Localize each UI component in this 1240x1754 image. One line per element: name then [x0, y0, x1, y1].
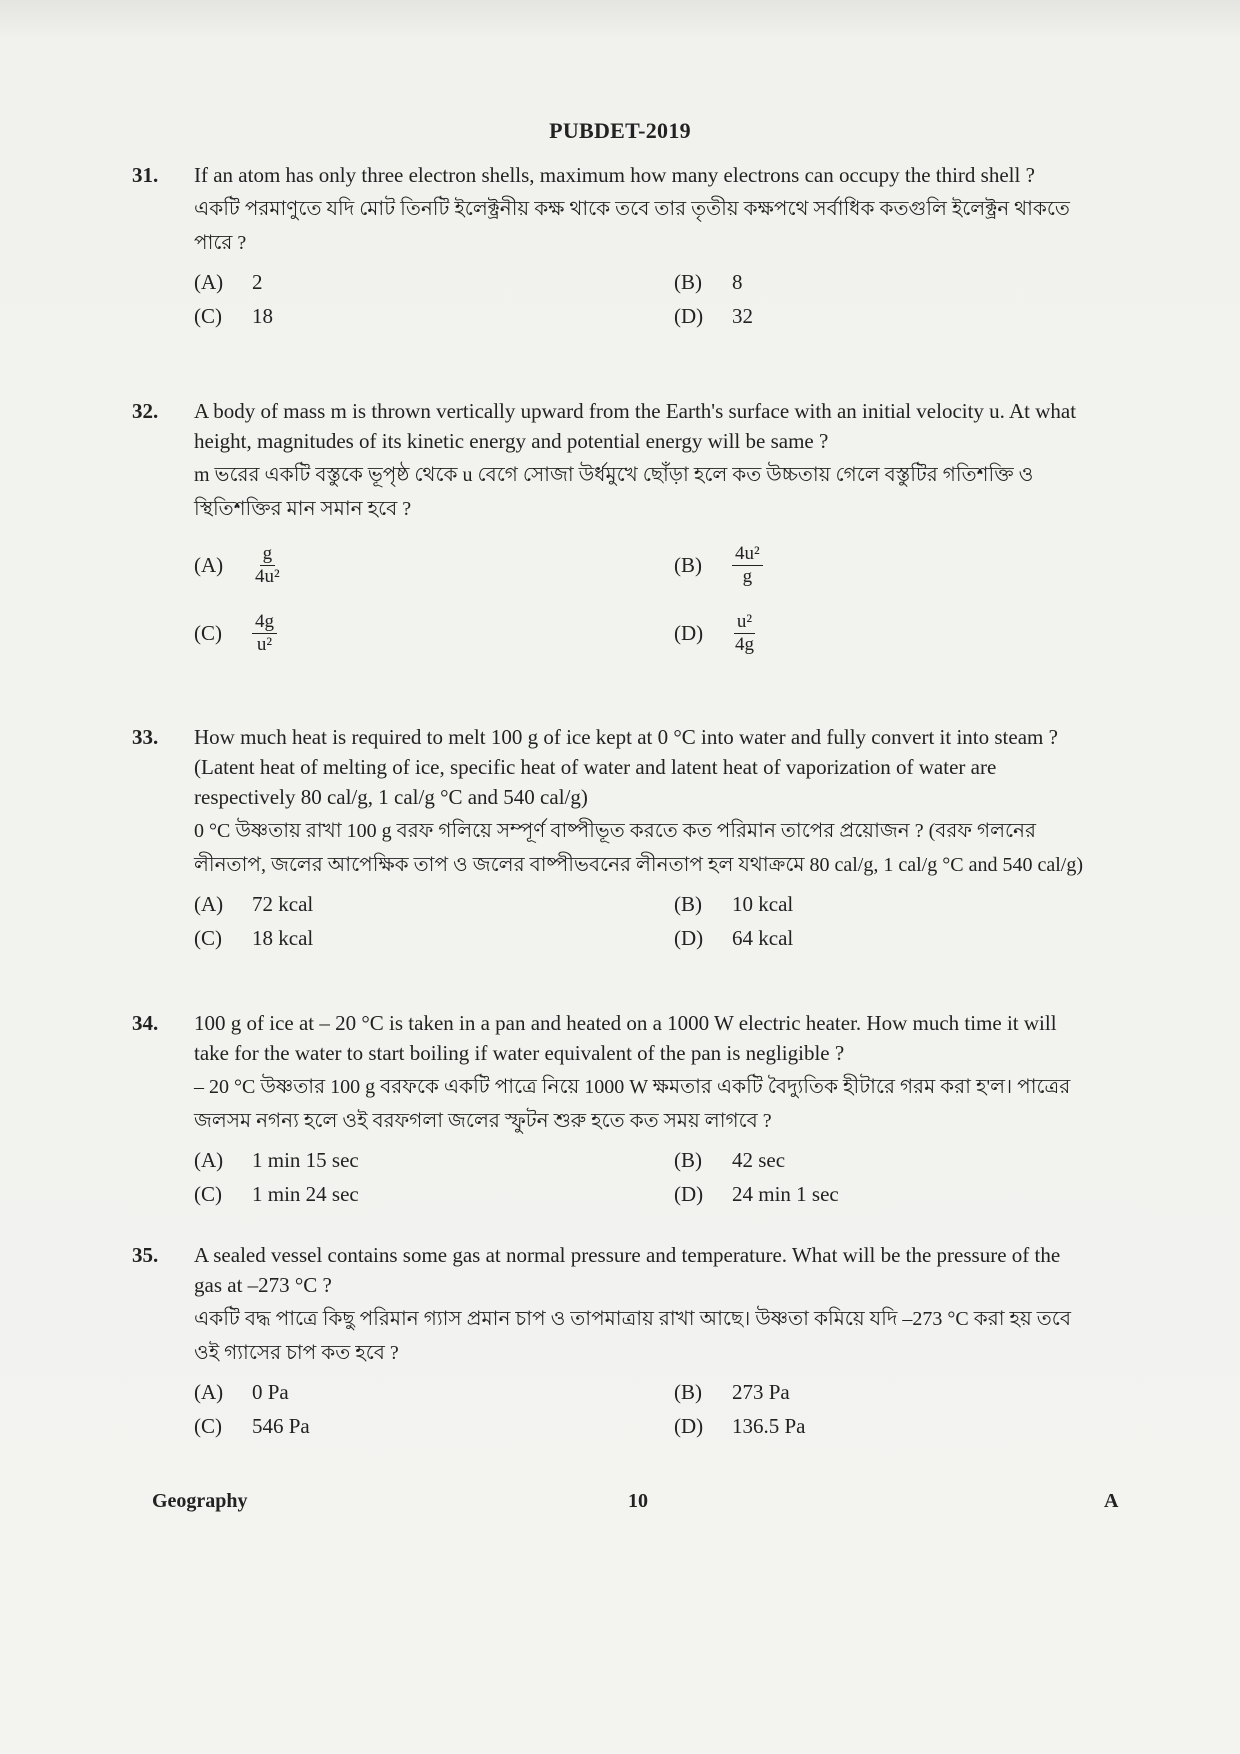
option-c[interactable]	[194, 300, 674, 332]
option-d[interactable]	[674, 1410, 1074, 1442]
question-number: 33.	[132, 725, 159, 749]
option-label: (C)	[194, 1182, 222, 1206]
question-number: 35.	[132, 1243, 159, 1267]
page-title: PUBDET-2019	[549, 118, 691, 143]
option-b[interactable]	[674, 888, 1074, 920]
option-c[interactable]	[194, 1178, 674, 1210]
question-34	[132, 1008, 1092, 1210]
option-c[interactable]	[194, 600, 674, 666]
page-number: 10	[628, 1490, 648, 1512]
question-text-bengali: একটি পরমাণুতে যদি মোট তিনটি ইলেক্ট্রনীয় কক্ষ থাকে তবে তার তৃতীয় কক্ষপথে সর্বাধিক কতগুলি ইলেক্ট্রন থাকতে পারে ?	[194, 198, 1070, 254]
option-text: 10 kcal	[732, 892, 794, 916]
question-text-english: 100 g of ice at – 20 °C is taken in a pan and heated on a 1000 W electric heater. How much time it will take for the water to start boiling if water equivalent of the pan is negligible ?	[194, 1011, 1057, 1065]
option-c[interactable]	[194, 1410, 674, 1442]
option-label: (D)	[674, 621, 704, 645]
option-c[interactable]	[194, 922, 674, 954]
option-label: (C)	[194, 621, 222, 645]
option-label: (C)	[194, 926, 222, 950]
option-text: 273 Pa	[732, 1380, 790, 1404]
option-d[interactable]	[674, 922, 1074, 954]
fraction	[252, 543, 283, 588]
option-d[interactable]	[674, 600, 1074, 666]
question-text-english: A sealed vessel contains some gas at normal pressure and temperature. What will be the pressure of the gas at –273 °C ?	[194, 1243, 1061, 1297]
option-a[interactable]	[194, 1144, 674, 1176]
numerator: 4g	[252, 611, 277, 634]
numerator: 4u²	[732, 543, 763, 566]
set-code: A	[1104, 1490, 1119, 1512]
option-text: 64 kcal	[732, 926, 794, 950]
options-list	[194, 1376, 1092, 1442]
option-text: 0 Pa	[252, 1380, 289, 1404]
numerator: g	[260, 543, 276, 566]
option-a[interactable]	[194, 532, 674, 598]
option-text: 72 kcal	[252, 892, 314, 916]
option-text: 42 sec	[732, 1148, 786, 1172]
option-label: (A)	[194, 1148, 224, 1172]
question-text-english: If an atom has only three electron shells, maximum how many electrons can occupy the third shell ?	[194, 163, 1035, 187]
option-label: (B)	[674, 1380, 702, 1404]
option-text: 2	[252, 270, 263, 294]
question-text-bengali: 0 °C উষ্ণতায় রাখা 100 g বরফ গলিয়ে সম্পূর্ণ বাষ্পীভূত করতে কত পরিমান তাপের প্রয়োজন ? (বরফ গলনের লীনতাপ, জলের আপেক্ষিক তাপ ও জলের বাষ্পীভবনের লীনতাপ হল যথাক্রমে 80 cal/g, 1 cal/g °C and 540 cal/g)	[194, 820, 1083, 876]
question-35	[132, 1240, 1092, 1442]
denominator: u²	[256, 633, 273, 655]
option-d[interactable]	[674, 300, 1074, 332]
options-list	[194, 888, 1092, 954]
option-a[interactable]	[194, 1376, 674, 1408]
fraction	[732, 543, 763, 588]
fraction	[732, 611, 757, 656]
question-text-bengali: একটি বদ্ধ পাত্রে কিছু পরিমান গ্যাস প্রমান চাপ ও তাপমাত্রায় রাখা আছে। উষ্ণতা কমিয়ে যদি –273 °C করা হয় তবে ওই গ্যাসের চাপ কত হবে ?	[194, 1308, 1071, 1364]
option-label: (B)	[674, 553, 702, 577]
denominator: 4g	[735, 633, 754, 655]
question-33	[132, 722, 1092, 954]
options-list	[194, 532, 1092, 666]
option-a[interactable]	[194, 266, 674, 298]
option-b[interactable]	[674, 266, 1074, 298]
option-text: 18	[252, 304, 273, 328]
option-label: (B)	[674, 270, 702, 294]
option-label: (A)	[194, 892, 224, 916]
options-list	[194, 1144, 1092, 1210]
question-number: 31.	[132, 163, 159, 187]
option-label: (B)	[674, 1148, 702, 1172]
option-text: 546 Pa	[252, 1414, 310, 1438]
option-text: 8	[732, 270, 743, 294]
subject-label: Geography	[152, 1490, 248, 1512]
option-b[interactable]	[674, 1144, 1074, 1176]
question-text-english: A body of mass m is thrown vertically upward from the Earth's surface with an initial velocity u. At what height, magnitudes of its kinetic energy and potential energy will be same ?	[194, 399, 1077, 453]
question-32	[132, 396, 1092, 666]
option-text: 24 min 1 sec	[732, 1182, 839, 1206]
question-text-english: How much heat is required to melt 100 g of ice kept at 0 °C into water and fully convert it into steam ? (Latent heat of melting of ice, specific heat of water and latent heat of vaporization of water are respectively 80 cal/g, 1 cal/g °C and 540 cal/g)	[194, 725, 1058, 809]
option-text: 1 min 24 sec	[252, 1182, 359, 1206]
options-list	[194, 266, 1092, 332]
option-text: 136.5 Pa	[732, 1414, 806, 1438]
question-number: 32.	[132, 399, 159, 423]
option-label: (C)	[194, 304, 222, 328]
question-text-bengali: – 20 °C উষ্ণতার 100 g বরফকে একটি পাত্রে নিয়ে 1000 W ক্ষমতার একটি বৈদ্যুতিক হীটারে গরম করা হ'ল। পাত্রের জলসম নগন্য হলে ওই বরফগলা জলের স্ফুটন শুরু হতে কত সময় লাগবে ?	[194, 1076, 1071, 1132]
option-b[interactable]	[674, 1376, 1074, 1408]
option-d[interactable]	[674, 1178, 1074, 1210]
option-text: 32	[732, 304, 753, 328]
option-label: (A)	[194, 1380, 224, 1404]
option-a[interactable]	[194, 888, 674, 920]
option-label: (B)	[674, 892, 702, 916]
option-label: (D)	[674, 304, 704, 328]
question-31	[132, 160, 1092, 332]
question-text-bengali: m ভরের একটি বস্তুকে ভূপৃষ্ঠ থেকে u বেগে সোজা উর্ধমুখে ছোঁড়া হলে কত উচ্চতায় গেলে বস্তুটির গতিশক্তি ও স্থিতিশক্তির মান সমান হবে ?	[194, 464, 1034, 520]
option-label: (D)	[674, 1414, 704, 1438]
question-number: 34.	[132, 1011, 159, 1035]
option-label: (A)	[194, 553, 224, 577]
denominator: 4u²	[255, 565, 280, 587]
option-label: (D)	[674, 926, 704, 950]
denominator: g	[742, 565, 753, 587]
option-label: (C)	[194, 1414, 222, 1438]
option-b[interactable]	[674, 532, 1074, 598]
option-text: 18 kcal	[252, 926, 314, 950]
option-text: 1 min 15 sec	[252, 1148, 359, 1172]
numerator: u²	[734, 611, 755, 634]
fraction	[252, 611, 277, 656]
option-label: (D)	[674, 1182, 704, 1206]
option-label: (A)	[194, 270, 224, 294]
